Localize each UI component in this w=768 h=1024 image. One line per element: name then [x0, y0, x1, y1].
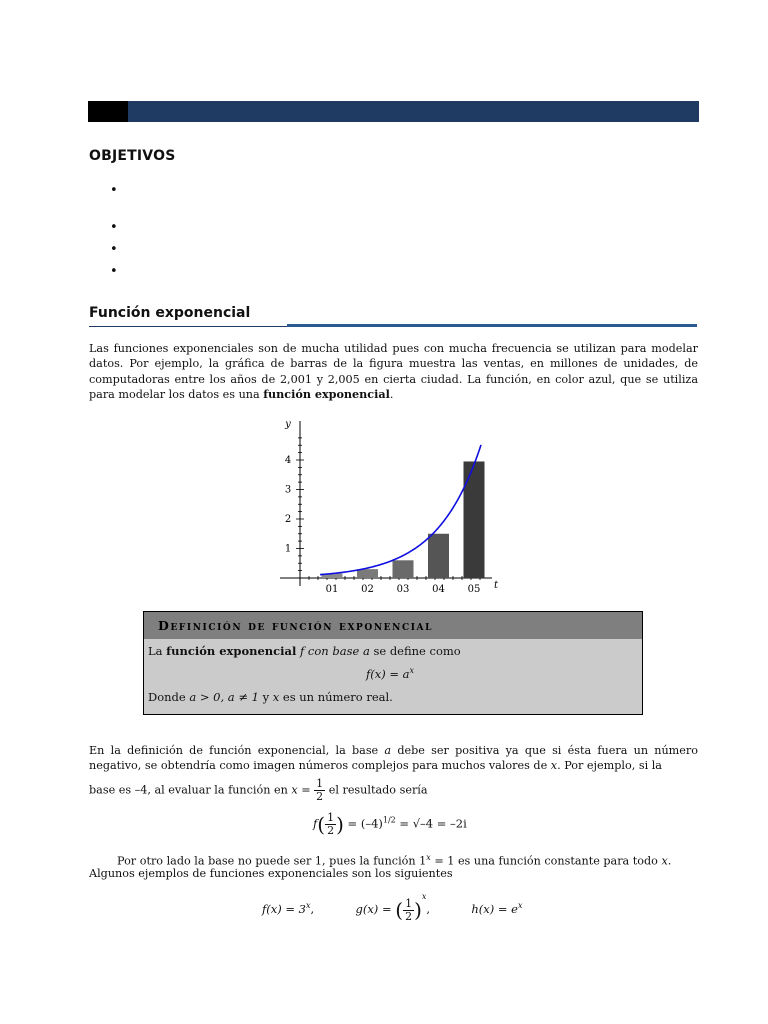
x-tick-label: 05 [467, 584, 481, 595]
base-paragraph: En la definición de función exponencial, la base a debe ser positiva ya que si ésta fuera un número negativo, se obtendría como imagen números complejos para muchos valores de x. Por ejemplo, si la [89, 744, 698, 773]
header-bar [88, 101, 699, 122]
definition-line-3: Donde a > 0, a ≠ 1 y x es un número real. [148, 690, 393, 704]
model-curve [320, 445, 481, 575]
header-bar-accent [88, 101, 128, 122]
y-tick-label: 1 [284, 543, 292, 555]
fraction: $\frac{1}{2}$ [327, 811, 335, 837]
y-axis-label: y [285, 419, 291, 430]
x-axis-label: t [493, 580, 499, 591]
constant-paragraph: Por otro lado la base no puede ser 1, pues la función $1^x = 1$ es una función constante para todo x. [117, 853, 672, 868]
section-heading: Función exponencial [89, 305, 251, 321]
definition-formula: $f(x) = a^x$ [366, 666, 415, 681]
x-tick-label: 01 [325, 584, 339, 595]
objective-bullet: • [110, 264, 118, 279]
example-functions: $f(x) = 3^x$, g(x) = ( $\frac{1}{2}$ )$^x$, $h(x) = e^x$ [262, 892, 523, 923]
objective-bullet: • [110, 183, 118, 198]
fraction: $\frac{1}{2}$ [405, 896, 413, 923]
bar [428, 534, 449, 578]
equation-evaluation: f( $\frac{1}{2}$ ) = $(-4)^{1/2} = √-4 = -2i$ [313, 811, 467, 837]
fraction: $\frac{1}{2}$ [316, 777, 324, 803]
y-tick-label: 3 [284, 484, 292, 496]
x-tick-label: 02 [361, 584, 374, 595]
objectives-heading: OBJETIVOS [89, 148, 176, 164]
bar [464, 461, 485, 578]
definition-line-1: La función exponencial f con base a se define como [148, 644, 461, 658]
objective-bullet: • [110, 220, 118, 235]
examples-intro: Algunos ejemplos de funciones exponenciales son los siguientes [89, 867, 453, 880]
sales-bar-chart [270, 413, 510, 598]
definition-header [144, 612, 642, 639]
definition-box [143, 611, 643, 715]
base-paragraph-line3: base es –4, al evaluar la función en x = $\frac{1}{2}$ el resultado sería [89, 777, 428, 803]
intro-paragraph: Las funciones exponenciales son de mucha utilidad pues con mucha frecuencia se utilizan para modelar datos. Por ejemplo, la gráfica de barras de la figura muestra las ventas, en millones de unidades, de computadoras entre los años de 2,001 y 2,005 en cierta ciudad. La función, en color azul, que se utiliza para modelar los datos es una función exponencial. [89, 342, 698, 402]
y-tick-label: 2 [284, 514, 292, 525]
bar [393, 560, 414, 578]
section-rule-thin [89, 326, 289, 327]
bar [357, 569, 378, 578]
section-rule-thick [287, 324, 697, 327]
definition-title: Definición de función exponencial [158, 618, 434, 633]
objective-bullet: • [110, 242, 118, 257]
x-tick-label: 03 [396, 584, 410, 595]
y-tick-label: 4 [284, 455, 292, 466]
x-tick-label: 04 [432, 584, 445, 595]
